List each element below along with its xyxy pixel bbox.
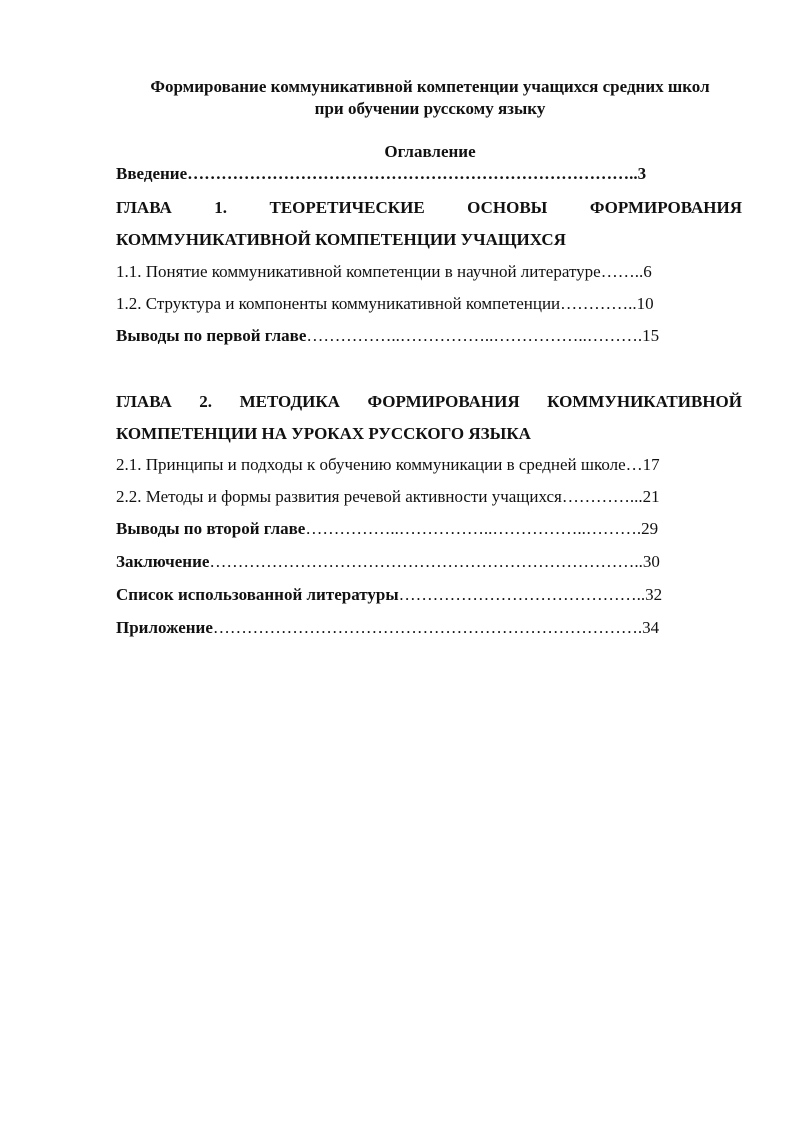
chapter-1-word: 1. — [214, 198, 227, 217]
toc-entry-dots: …………………………………….. — [398, 585, 646, 604]
title-line-1: Формирование коммуникативной компетенции учащихся средних школ — [150, 77, 710, 96]
toc-entry-appendix — [116, 617, 659, 639]
toc-entry-page: 32 — [645, 585, 663, 604]
chapter-2-word: ФОРМИРОВАНИЯ — [367, 392, 520, 411]
chapter-1-word: ГЛАВА — [116, 198, 172, 217]
toc-entry-conclusion-1 — [116, 325, 659, 347]
chapter-2-word: МЕТОДИКА — [239, 392, 340, 411]
toc-entry-2-1: 2.1. Принципы и подходы к обучению коммуникации в средней школе…17 — [116, 455, 660, 474]
toc-entry-dots: …………………………………………………………………….. — [187, 164, 638, 183]
toc-chapter-2 — [116, 386, 742, 450]
toc-entry-references — [116, 584, 662, 606]
toc-entry-page: 30 — [642, 552, 660, 571]
chapter-1-word: ОСНОВЫ — [467, 198, 548, 217]
toc-entry-label: Список использованной литературы — [116, 585, 399, 604]
toc-heading: Оглавление — [384, 142, 476, 161]
toc-entry-label: Выводы по первой главе — [116, 326, 307, 345]
toc-entry-label: Введение — [116, 164, 188, 183]
chapter-1-line-2: КОММУНИКАТИВНОЙ КОМПЕТЕНЦИИ УЧАЩИХСЯ — [116, 230, 566, 249]
toc-entry-1-2: 1.2. Структура и компоненты коммуникативной компетенции…………..10 — [116, 294, 654, 313]
toc-entry-page: 29 — [641, 519, 659, 538]
toc-entry-page: 34 — [642, 618, 660, 637]
toc-entry-1-1: 1.1. Понятие коммуникативной компетенции в научной литературе……..6 — [116, 262, 652, 281]
toc-entry-dots: ……………..……………..……………..………. — [305, 519, 642, 538]
toc-entry-2-2: 2.2. Методы и формы развития речевой активности учащихся…………...21 — [116, 487, 660, 506]
toc-entry-label: Заключение — [116, 552, 210, 571]
toc-entry-label: Выводы по второй главе — [116, 519, 306, 538]
chapter-2-line-1 — [116, 386, 742, 418]
chapter-1-word: ФОРМИРОВАНИЯ — [589, 198, 742, 217]
toc-entry-label: Приложение — [116, 618, 213, 637]
chapter-2-line-2: КОМПЕТЕНЦИИ НА УРОКАХ РУССКОГО ЯЗЫКА — [116, 424, 531, 443]
document-title — [110, 76, 750, 120]
chapter-2-word: ГЛАВА — [116, 392, 172, 411]
toc-entry-dots: ………………………………………………………………….. — [209, 552, 643, 571]
title-line-2: при обучении русскому языку — [314, 99, 546, 118]
toc-chapter-1 — [116, 192, 742, 256]
toc-entry-dots: …………………………………………………………………. — [212, 618, 643, 637]
chapter-1-line-1 — [116, 192, 742, 224]
chapter-1-word: ТЕОРЕТИЧЕСКИЕ — [269, 198, 425, 217]
toc-entry-final — [116, 551, 660, 573]
chapter-2-word: КОММУНИКАТИВНОЙ — [547, 392, 742, 411]
toc-entry-page: 15 — [642, 326, 660, 345]
toc-entry-page: 3 — [637, 164, 647, 183]
chapter-2-word: 2. — [199, 392, 213, 411]
toc-entry-intro — [116, 163, 646, 185]
toc-entry-dots: ……………..……………..……………..………. — [306, 326, 643, 345]
toc-entry-conclusion-2 — [116, 518, 658, 540]
